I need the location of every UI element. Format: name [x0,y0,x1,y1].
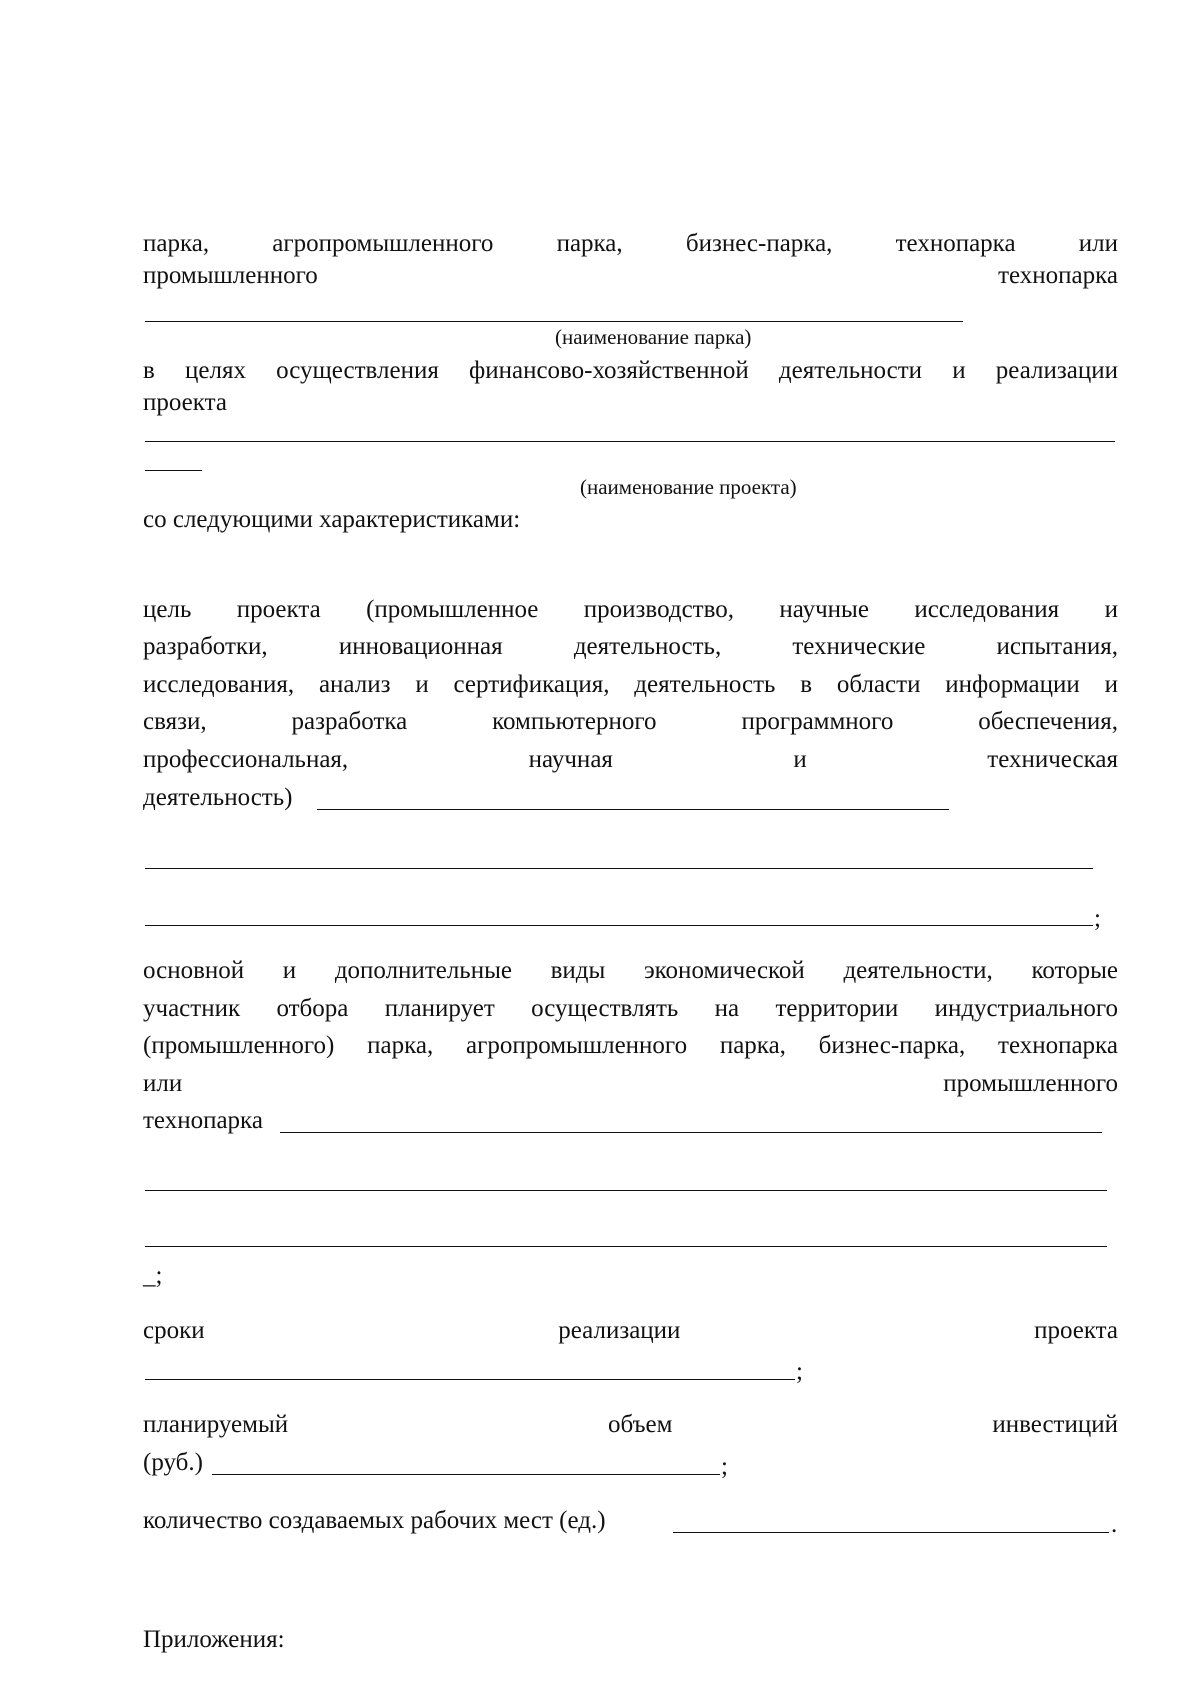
jobs-field-period: . [1111,1511,1118,1538]
goal-line-4: связи, разработка компьютерного программного обеспечения, [143,708,1118,735]
activity-field-line-2[interactable] [145,1190,1107,1191]
characteristics-intro: со следующими характеристиками: [143,506,521,533]
park-name-field[interactable] [145,321,963,322]
rub-label: (руб.) [143,1449,203,1476]
goal-line-2: разработки, инновационная деятельность, технические испытания, [143,633,1118,660]
text-line-industrial-technopark: промышленного технопарка [143,262,1118,289]
project-name-field[interactable] [145,441,1115,442]
text-word-project: проекта [143,389,227,416]
goal-field-line-3[interactable] [145,925,1093,926]
activity-field-end: _; [143,1262,163,1289]
goal-line-5: профессиональная, научная и техническая [143,746,1118,773]
activity-line-1: основной и дополнительные виды экономической деятельности, которые [143,957,1118,984]
investment-field[interactable] [212,1474,720,1475]
jobs-field[interactable] [673,1532,1109,1533]
activity-field-line-3[interactable] [145,1246,1107,1247]
project-name-caption: (наименование проекта) [580,475,797,499]
terms-line: сроки реализации проекта [143,1317,1118,1344]
activity-line-5: технопарка [143,1107,263,1134]
investment-line: планируемый объем инвестиций [143,1411,1118,1438]
terms-field-semicolon: ; [796,1358,803,1385]
activity-line-4: или промышленного [143,1070,1118,1097]
text-line-park-types: парка, агропромышленного парка, бизнес-парка, технопарка или [143,230,1118,257]
text-line-purpose: в целях осуществления финансово-хозяйственной деятельности и реализации [143,357,1118,384]
goal-line-1: цель проекта (промышленное производство, научные исследования и [143,596,1118,623]
investment-field-semicolon: ; [721,1453,728,1480]
goal-line-3: исследования, анализ и сертификация, деятельность в области информации и [143,671,1118,698]
goal-field-line-2[interactable] [145,868,1093,869]
activity-field[interactable] [280,1132,1102,1133]
project-name-field-continuation[interactable] [145,470,202,471]
goal-field-semicolon: ; [1094,905,1101,932]
jobs-label: количество создаваемых рабочих мест (ед.) [143,1507,606,1534]
goal-field[interactable] [317,809,949,810]
activity-line-3: (промышленного) парка, агропромышленного парка, бизнес-парка, технопарка [143,1032,1118,1059]
park-name-caption: (наименование парка) [555,325,752,349]
activity-line-2: участник отбора планирует осуществлять на территории индустриального [143,995,1118,1022]
attachments-heading: Приложения: [143,1626,285,1653]
terms-field[interactable] [145,1379,795,1380]
goal-line-6: деятельность) [143,784,293,811]
